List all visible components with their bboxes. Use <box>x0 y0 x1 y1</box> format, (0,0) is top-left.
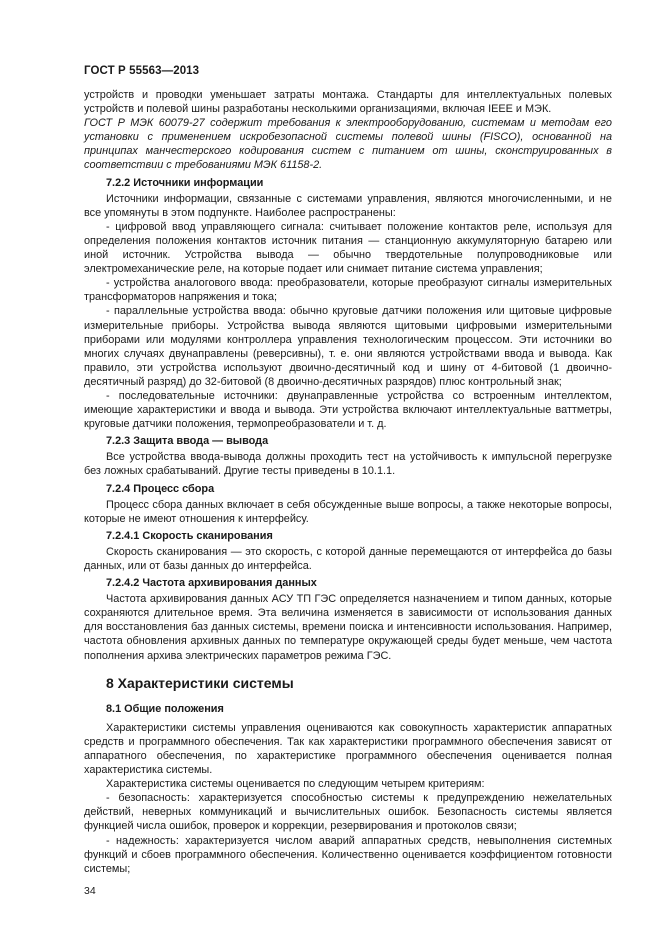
paragraph: Источники информации, связанные с системами управления, являются многочисленными, и не все упомянуты в этом подпункте. Наиболее распространены: <box>84 192 612 219</box>
heading-7-2-4-1: 7.2.4.1 Скорость сканирования <box>106 529 273 542</box>
heading-7-2-4: 7.2.4 Процесс сбора <box>106 482 215 495</box>
list-item: - цифровой ввод управляющего сигнала: считывает положение контактов реле, используя для определения положения контактов источник питания — станционную аккумуляторную батарею или иной источник. Устройства вывода — обычно твердотельные полупроводниковые или электромеханические реле, на которые подает или снимает питание система управления; <box>84 220 612 276</box>
paragraph: Скорость сканирования — это скорость, с которой данные перемещаются от интерфейса до базы данных, или от базы данных до интерфейса. <box>84 545 612 572</box>
paragraph: Частота архивирования данных АСУ ТП ГЭС определяется назначением и типом данных, которые сохраняются длительное время. Эта величина изменяется в зависимости от использования данных для восстановления баз данных системы, времени поиска и интенсивности использования. Например, частота обновления архивных данных по температуре окружающей среды будет меньше, чем частота пополнения архива электрических параметров режима ГЭС. <box>84 593 612 662</box>
italic-note-paragraph: ГОСТ Р МЭК 60079-27 содержит требования к электрооборудованию, системам и методам его установки с применением искробезопасной системы полевой шины (FISCO), основанной на принципах манчестерского кодирования систем с питанием от шины, сконструированных в соответствии с требованиями МЭК 61158-2. <box>84 117 612 172</box>
paragraph: Характеристика системы оценивается по следующим четырем критериям: <box>106 778 485 791</box>
list-item: - параллельные устройства ввода: обычно круговые датчики положения или щитовые цифровые измерительные приборы. Устройства вывода являются щитовыми цифровыми измерительными приборами или модулями контроллера управления технологическим процессом. Эти источники во многих случаях двунаправлены (реверсивны), т. е. они являются устройствами ввода и вывода. Как правило, эти устройства используют двоично-десятичный код и шину от 4-битовой (1 двоично-десятичный разряд) до 32-битовой (8 двоично-десятичных разрядов) плюс контрольный знак; <box>84 305 612 388</box>
heading-7-2-3: 7.2.3 Защита ввода — вывода <box>106 435 269 448</box>
heading-7-2-4-2: 7.2.4.2 Частота архивирования данных <box>106 577 317 590</box>
list-item: - надежность: характеризуется числом аварий аппаратных средств, невыполнения системных функций и сбоев программного обеспечения. Количественно оценивается коэффициентом готовности системы; <box>84 834 612 875</box>
list-item: - устройства аналогового ввода: преобразователи, которые преобразуют сигналы измерительных трансформаторов напряжения и тока; <box>84 277 612 304</box>
page-number: 34 <box>84 885 96 897</box>
list-item: - безопасность: характеризуется способностью системы к предупреждению нежелательных действий, неверных коммуникаций и вычислительных ошибок. Безопасность системы является функцией числа ошибок, проверок и коррекции, резервирования и протоколов связи; <box>84 792 612 833</box>
heading-section-8: 8 Характеристики системы <box>106 674 294 691</box>
paragraph: Все устройства ввода-вывода должны проходить тест на устойчивость к импульсной перегрузке без ложных срабатываний. Другие тесты приведены в 10.1.1. <box>84 451 612 478</box>
paragraph: Процесс сбора данных включает в себя обсужденные выше вопросы, а также некоторые вопросы, которые не имеют отношения к интерфейсу. <box>84 498 612 525</box>
document-header: ГОСТ Р 55563—2013 <box>84 65 200 77</box>
paragraph: устройств и проводки уменьшает затраты монтажа. Стандарты для интеллектуальных полевых устройств и полевой шины разработаны несколькими организациями, включая IEEE и МЭК. <box>84 89 612 116</box>
paragraph: Характеристики системы управления оцениваются как совокупность характеристик аппаратных средств и программного обеспечения. Так как характеристики программного обеспечения зависят от аппаратного обеспечения, по характеристике программного обеспечения оценивается полная характеристика системы. <box>84 721 612 777</box>
heading-8-1: 8.1 Общие положения <box>106 702 224 715</box>
heading-7-2-2: 7.2.2 Источники информации <box>106 176 264 189</box>
list-item: - последовательные источники: двунаправленные устройства со встроенным интеллектом, имеющие характеристики и ввода и вывода. Эти устройства включают интеллектуальные ваттметры, круговые датчики положения, термопреобразователи и т. д. <box>84 389 612 431</box>
document-body <box>84 88 612 876</box>
